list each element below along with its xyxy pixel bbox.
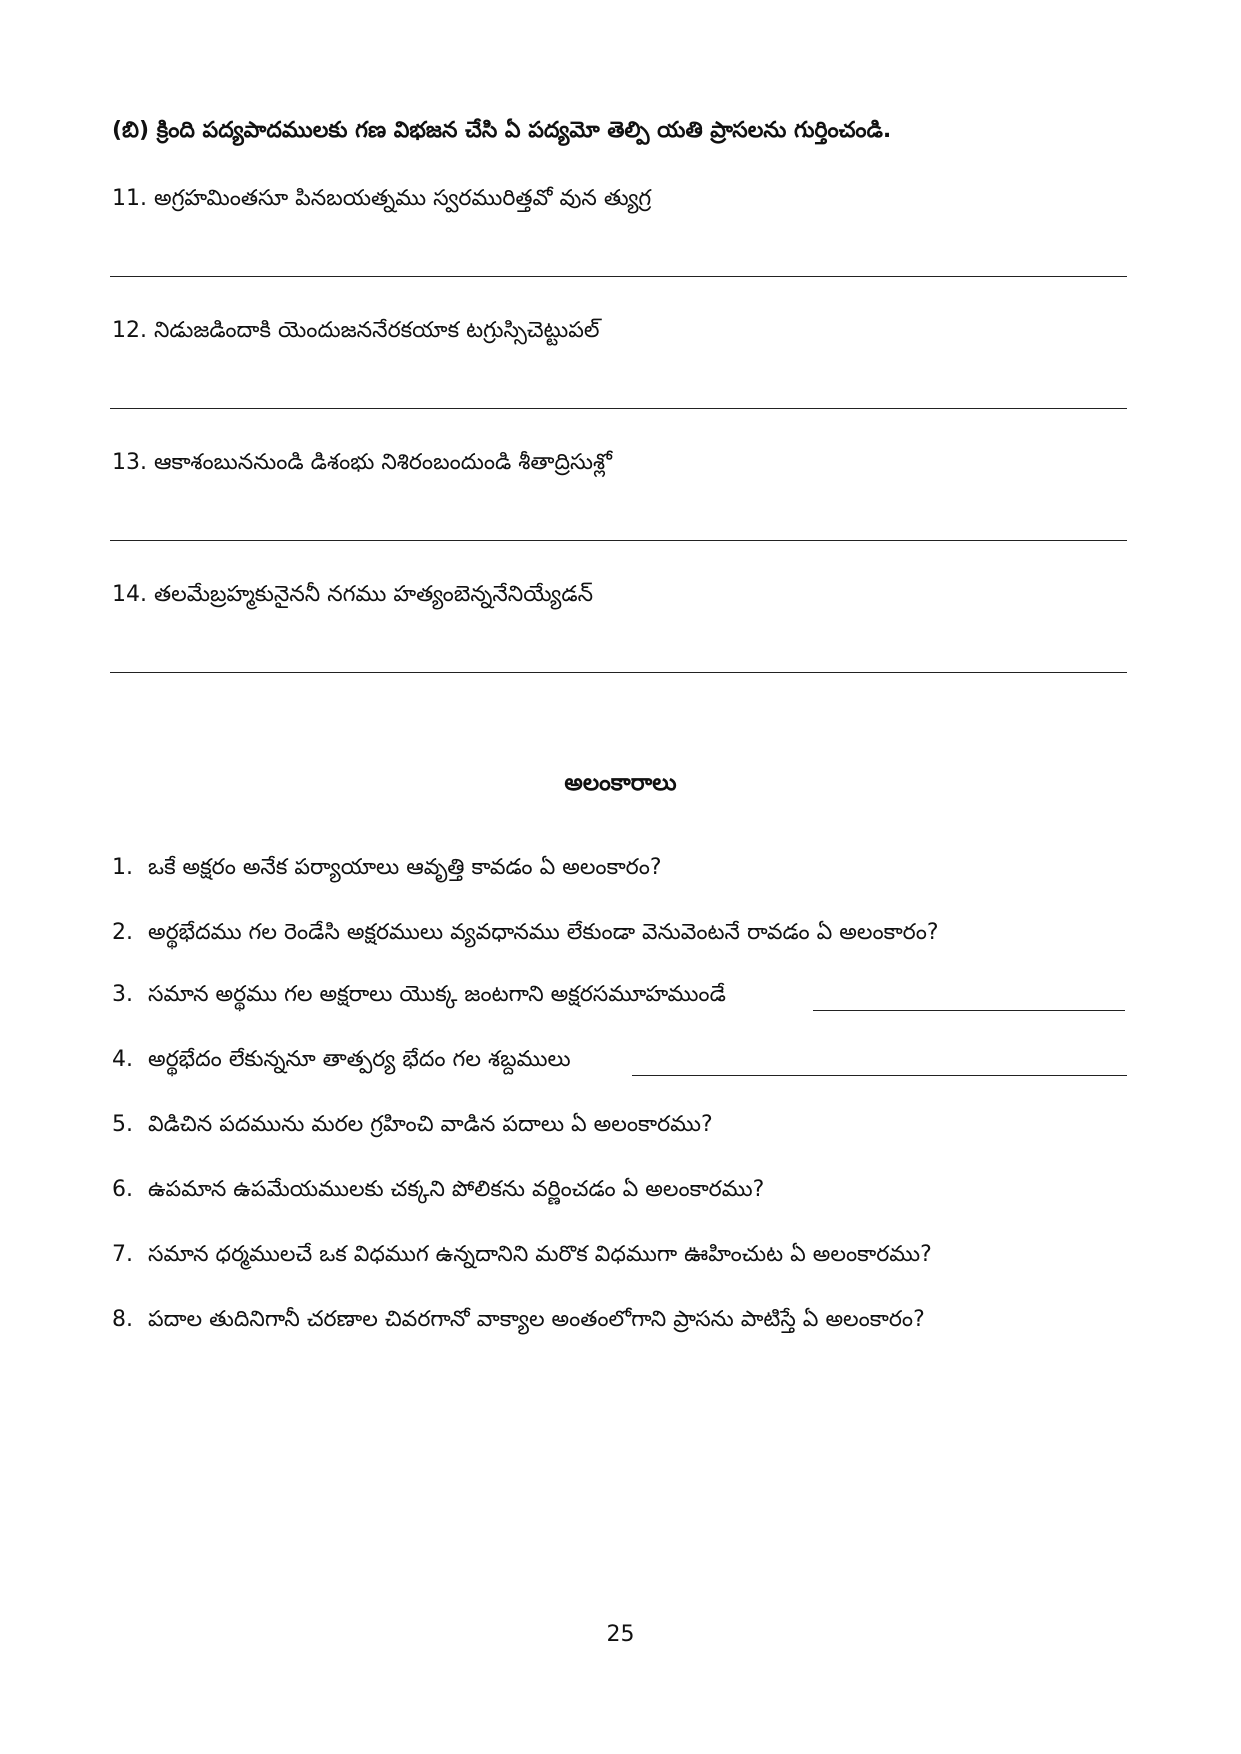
verse-question-13: 13. ఆకాశంబుననుండి డిశంభు నిశిరంబందుండి శీతాద్రిసుశ్లో bbox=[112, 450, 612, 475]
verse-question-12: 12. నిడుజడిందాకి యెందుజననేరకయాక టగ్రుస్సిచెట్టుపల్ bbox=[112, 318, 600, 343]
section-title: అలంకారాలు bbox=[564, 770, 677, 796]
page-number: 25 bbox=[606, 1622, 635, 1647]
section-heading: (బి) క్రింది పద్యపాదములకు గణ విభజన చేసి ఏ పద్యమో తెల్పి యతి ప్రాసలను గుర్తించండి. bbox=[112, 118, 892, 143]
verse-question-11: 11. అగ్రహమింతసూ పినబయత్నము స్వరమురిత్తవో వున త్యుగ్ర bbox=[112, 186, 652, 211]
question-text: సమాన ధర్మములచే ఒక విధముగ ఉన్నదానిని మరొక విధముగా ఊహించుట ఏ అలంకారము? bbox=[148, 1242, 932, 1267]
question-number: 5. bbox=[112, 1112, 133, 1137]
question-text: ఉపమాన ఉపమేయములకు చక్కని పోలికను వర్ణించడం ఏ అలంకారము? bbox=[148, 1177, 765, 1202]
question-number: 2. bbox=[112, 920, 133, 945]
answer-blank-4 bbox=[632, 1075, 1127, 1076]
question-number: 7. bbox=[112, 1242, 133, 1267]
question-number: 4. bbox=[112, 1047, 133, 1072]
question-text: విడిచిన పదమును మరల గ్రహించి వాడిన పదాలు ఏ అలంకారము? bbox=[148, 1112, 713, 1137]
alankara-question-4 bbox=[112, 1047, 571, 1077]
alankara-question-5 bbox=[112, 1112, 713, 1142]
answer-line-14 bbox=[110, 672, 1127, 673]
question-number: 8. bbox=[112, 1307, 133, 1332]
question-text: పదాల తుదినిగానీ చరణాల చివరగానో వాక్యాల అంతంలోగాని ప్రాసను పాటిస్తే ఏ అలంకారం? bbox=[148, 1307, 925, 1332]
answer-line-13 bbox=[110, 540, 1127, 541]
question-number: 6. bbox=[112, 1177, 133, 1202]
alankara-question-7 bbox=[112, 1242, 932, 1272]
verse-question-14: 14. తలమేబ్రహ్మకునైననీ నగము హత్యంబెన్ననేనియ్యేడన్ bbox=[112, 582, 594, 607]
answer-line-12 bbox=[110, 408, 1127, 409]
question-text: ఒకే అక్షరం అనేక పర్యాయాలు ఆవృత్తి కావడం ఏ అలంకారం? bbox=[148, 855, 662, 880]
question-number: 1. bbox=[112, 855, 133, 880]
alankara-question-8 bbox=[112, 1307, 925, 1337]
question-text: అర్థభేదము గల రెండేసి అక్షరములు వ్యవధానము లేకుండా వెనువెంటనే రావడం ఏ అలంకారం? bbox=[148, 920, 939, 945]
alankara-question-6 bbox=[112, 1177, 764, 1207]
question-text: సమాన అర్థము గల అక్షరాలు యొక్క జంటగాని అక్షరసమూహముండే bbox=[148, 982, 726, 1007]
alankara-question-1 bbox=[112, 855, 662, 885]
answer-blank-3 bbox=[813, 1010, 1125, 1011]
alankara-question-3 bbox=[112, 982, 726, 1012]
alankara-question-2 bbox=[112, 920, 939, 950]
question-text: అర్థభేదం లేకున్ననూ తాత్పర్య భేదం గల శబ్దములు bbox=[148, 1047, 571, 1072]
answer-line-11 bbox=[110, 276, 1127, 277]
question-number: 3. bbox=[112, 982, 133, 1007]
